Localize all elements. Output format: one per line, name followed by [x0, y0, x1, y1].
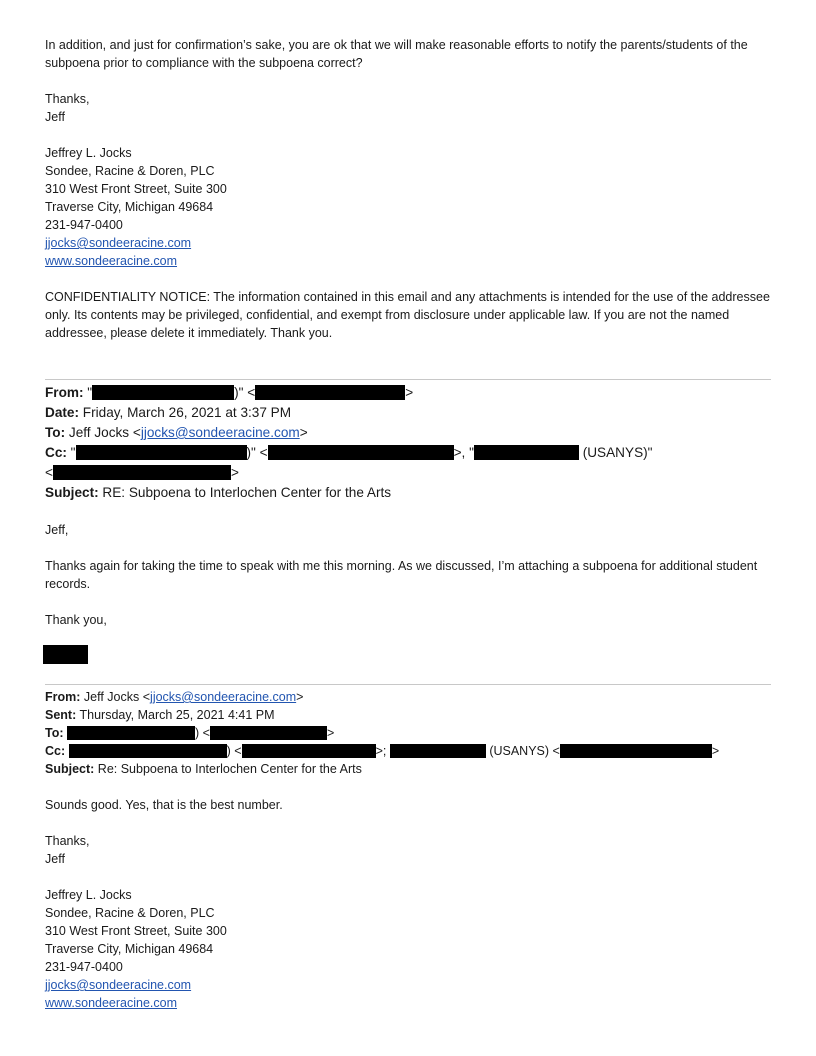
email2-from-row: From: " )" < >: [45, 385, 414, 400]
email3-cc-org: (USANYS): [489, 744, 550, 758]
email3-section: [45, 688, 771, 1012]
email3-to-row: To: ) < >: [45, 726, 335, 740]
email1-sig-name: Jeffrey L. Jocks: [45, 146, 132, 160]
email2-message: Thanks again for taking the time to speak with me this morning. As we discussed, I’m attaching a subpoena for additional student records.: [45, 559, 758, 591]
email1-section: [45, 36, 771, 342]
email3-from-label: From:: [45, 690, 81, 704]
email3-message: Sounds good. Yes, that is the best number.: [45, 798, 283, 812]
email1-sig-phone: 231-947-0400: [45, 218, 123, 232]
email2-cc-org: (USANYS): [582, 445, 648, 460]
email1-intro: In addition, and just for confirmation’s sake, you are ok that we will make reasonable efforts to notify the parents/students of the subpoena prior to compliance with the subpoena correct?: [45, 38, 748, 70]
email2-subject-label: Subject:: [45, 485, 99, 500]
email2-from-label: From:: [45, 385, 84, 400]
email2-to-name: Jeff Jocks: [68, 425, 130, 440]
email1-confidentiality-notice: CONFIDENTIALITY NOTICE: The information contained in this email and any attachments is intended for the use of the addressee only. Its contents may be privileged, confidential, and exempt from disclosure under applicable law. If you are not the named addressee, please delete it immediately. Thank you.: [45, 290, 770, 340]
email2-to-row: To: Jeff Jocks <jjocks@sondeeracine.com>: [45, 425, 308, 440]
email2-to-label: To:: [45, 425, 66, 440]
email2-header: [45, 383, 771, 503]
email2-closing: Thank you,: [45, 613, 107, 627]
email1-sig-street: 310 West Front Street, Suite 300: [45, 182, 227, 196]
redaction: [255, 385, 405, 400]
divider: [45, 684, 771, 685]
email3-sig-firm: Sondee, Racine & Doren, PLC: [45, 906, 215, 920]
email1-sig-short: Jeff: [45, 110, 65, 124]
email3-cc-row: Cc: ) < >; (USANYS) < >: [45, 744, 720, 758]
redaction: [210, 726, 327, 740]
email2-subject-row: [45, 483, 771, 503]
email3-subject-value: Re: Subpoena to Interlochen Center for the Arts: [97, 762, 362, 776]
redaction: [76, 445, 247, 460]
email2-date-row: [45, 403, 771, 423]
email3-thanks: Thanks,: [45, 834, 90, 848]
redaction: [242, 744, 376, 758]
email3-subject-label: Subject:: [45, 762, 95, 776]
email3-sig-short: Jeff: [45, 852, 65, 866]
redaction: [53, 465, 231, 480]
email2-cc-row: Cc: " )" < >, " (USANYS)": [45, 445, 653, 460]
redaction: [268, 445, 454, 460]
redaction: [67, 726, 195, 740]
email3-cc-label: Cc:: [45, 744, 66, 758]
email3-from-email-link[interactable]: jjocks@sondeeracine.com: [150, 690, 297, 704]
email3-to-label: To:: [45, 726, 64, 740]
email1-sig-firm: Sondee, Racine & Doren, PLC: [45, 164, 215, 178]
email2-date-value: Friday, March 26, 2021 at 3:37 PM: [82, 405, 292, 420]
email3-sent-value: Thursday, March 25, 2021 4:41 PM: [79, 708, 275, 722]
email3-sig-phone: 231-947-0400: [45, 960, 123, 974]
email2-to-email-link[interactable]: jjocks@sondeeracine.com: [140, 425, 300, 440]
email2-subject-value: RE: Subpoena to Interlochen Center for the Arts: [102, 485, 392, 500]
email1-sig-email-link[interactable]: jjocks@sondeeracine.com: [45, 236, 192, 250]
email2-cc-row-cont: < >: [45, 465, 239, 480]
email3-sent-row: [45, 706, 771, 724]
email3-sig-email-link[interactable]: jjocks@sondeeracine.com: [45, 978, 192, 992]
email2-date-label: Date:: [45, 405, 79, 420]
redaction: [560, 744, 712, 758]
redaction: [69, 744, 227, 758]
redaction-signature: [43, 645, 88, 664]
email2-cc-label: Cc:: [45, 445, 67, 460]
email3-sig-city: Traverse City, Michigan 49684: [45, 942, 214, 956]
email1-sig-city: Traverse City, Michigan 49684: [45, 200, 214, 214]
redaction: [390, 744, 486, 758]
email3-from-row: From: Jeff Jocks <jjocks@sondeeracine.com>: [45, 690, 304, 704]
divider: [45, 379, 771, 380]
email3-sent-label: Sent:: [45, 708, 77, 722]
email3-sig-street: 310 West Front Street, Suite 300: [45, 924, 227, 938]
email3-from-name: Jeff Jocks: [83, 690, 140, 704]
email3-sig-name: Jeffrey L. Jocks: [45, 888, 132, 902]
redaction: [474, 445, 579, 460]
email1-sig-web-link[interactable]: www.sondeeracine.com: [45, 254, 178, 268]
email2-body: [45, 521, 771, 629]
email3-sig-web-link[interactable]: www.sondeeracine.com: [45, 996, 178, 1010]
email2-greeting: Jeff,: [45, 523, 69, 537]
email3-subject-row: [45, 760, 771, 778]
redaction: [92, 385, 234, 400]
email1-thanks: Thanks,: [45, 92, 90, 106]
